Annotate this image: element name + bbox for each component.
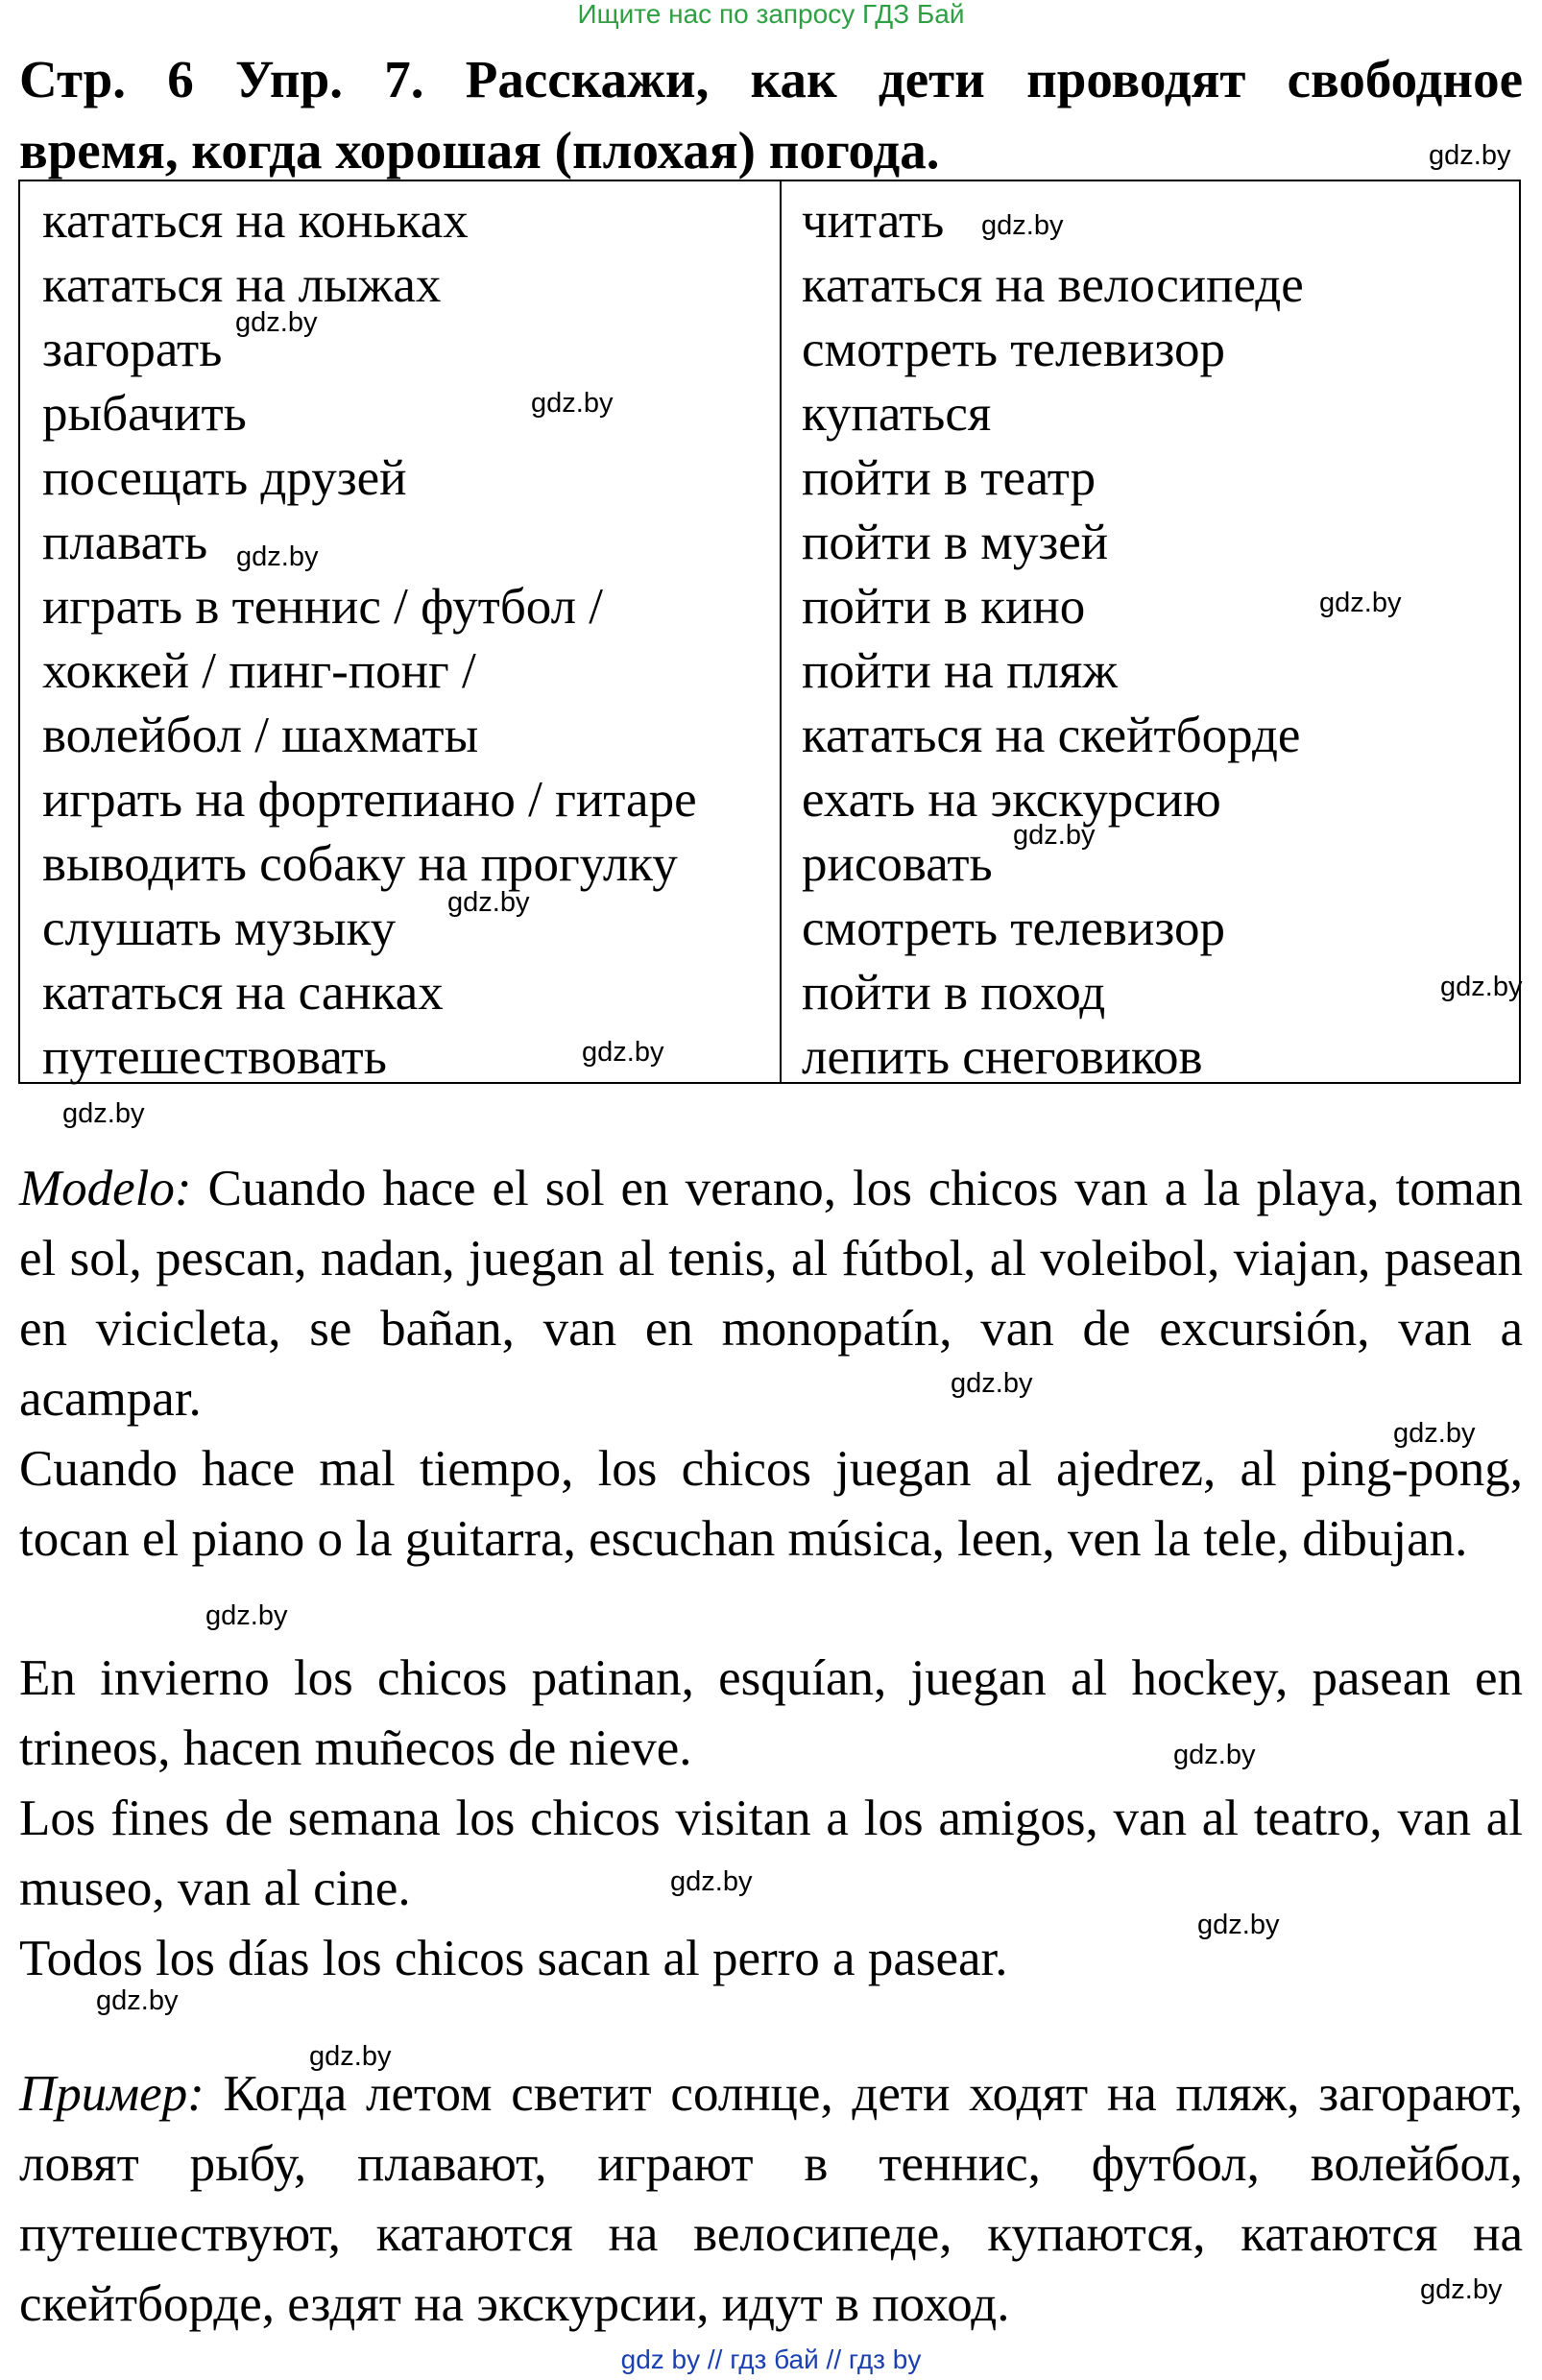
table-cell: кататься на санках — [42, 965, 444, 1021]
watermark: gdz.by — [582, 1037, 664, 1068]
watermark: gdz.by — [62, 1098, 145, 1129]
table-cell: кататься на скейтборде — [802, 708, 1301, 763]
modelo-label: Modelo: — [19, 1161, 192, 1216]
watermark: gdz.by — [1319, 588, 1402, 618]
watermark: gdz.by — [1420, 2274, 1503, 2305]
bad-weather-paragraph: Cuando hace mal tiempo, los chicos juegan al ajedrez, al ping-pong, tocan el piano o la guitarra, escuchan música, leen, ven la tele, dibujan. — [19, 1441, 1523, 1567]
table-cell: путешествовать — [42, 1029, 387, 1085]
winter-paragraph: En invierno los chicos patinan, esquían, juegan al hockey, pasean en trineos, hacen muñecos de nieve. — [19, 1650, 1523, 1776]
table-cell: слушать музыку — [42, 901, 397, 956]
table-cell: кататься на велосипеде — [802, 257, 1304, 313]
table-cell: кататься на коньках — [42, 193, 469, 249]
watermark: gdz.by — [235, 307, 318, 338]
table-cell: смотреть телевизор — [802, 901, 1225, 956]
exercise-title-line1: Стр. 6 Упр. 7. Расскажи, как дети проводят свободное — [19, 50, 1523, 108]
watermark: gdz.by — [951, 1368, 1033, 1399]
table-cell: пойти в кино — [802, 579, 1086, 635]
table-cell: рыбачить — [42, 386, 247, 442]
watermark: gdz.by — [981, 210, 1064, 241]
table-cell: загорать — [42, 322, 223, 377]
primer-paragraph — [19, 2059, 1523, 2340]
table-cell: плавать — [42, 515, 208, 570]
table-cell: пойти в театр — [802, 450, 1096, 506]
table-cell: играть на фортепиано / гитаре — [42, 772, 697, 828]
table-cell: кататься на лыжах — [42, 257, 442, 313]
weekend-paragraph: Los fines de semana los chicos visitan a los amigos, van al teatro, van al museo, van al cine. — [19, 1791, 1523, 1916]
watermark: gdz.by — [1429, 140, 1511, 171]
other-activities-column — [802, 189, 1304, 1090]
watermark: gdz.by — [1393, 1418, 1476, 1449]
table-cell: выводить собаку на прогулку — [42, 836, 678, 892]
watermark: gdz.by — [1173, 1740, 1256, 1770]
watermark: gdz.by — [670, 1866, 753, 1897]
table-cell: волейбол / шахматы — [42, 708, 479, 763]
watermark: gdz.by — [309, 2041, 392, 2072]
watermark: gdz.by — [1440, 972, 1523, 1002]
watermark: gdz.by — [96, 1985, 179, 2016]
modelo-paragraph — [19, 1154, 1523, 1434]
table-cell: купаться — [802, 386, 992, 442]
watermark: gdz.by — [531, 388, 614, 419]
primer-label: Пример: — [19, 2066, 205, 2122]
table-cell: рисовать — [802, 836, 993, 892]
table-cell: играть в теннис / футбол / — [42, 579, 604, 635]
modelo-text: Cuando hace el sol en verano, los chicos van a la playa, toman el sol, pescan, nadan, juegan al tenis, al fútbol, al voleibol, viajan, pasean en vicicleta, se bañan, van en monopatín, van de excursión, van a acampar. — [19, 1161, 1523, 1427]
table-cell: читать — [802, 193, 945, 249]
table-cell: пойти в поход — [802, 965, 1106, 1021]
daily-paragraph: Todos los días los chicos sacan al perro a pasear. — [19, 1931, 1008, 1986]
exercise-title-line2: время, когда хорошая (плохая) погода. — [19, 121, 940, 180]
watermark: gdz.by — [236, 541, 319, 572]
good-weather-column — [42, 189, 697, 1090]
table-cell: хоккей / пинг-понг / — [42, 643, 476, 699]
table-cell: ехать на экскурсию — [802, 772, 1221, 828]
table-cell: пойти на пляж — [802, 643, 1118, 699]
table-cell: пойти в музей — [802, 515, 1109, 570]
watermark: gdz.by — [1197, 1910, 1280, 1940]
watermark: gdz.by — [1013, 820, 1096, 851]
footer-links[interactable]: gdz by // гдз бай // гдз by — [620, 2344, 922, 2374]
table-cell: смотреть телевизор — [802, 322, 1225, 377]
watermark: gdz.by — [205, 1600, 288, 1631]
search-banner[interactable]: Ищите нас по запросу ГДЗ Бай — [577, 0, 965, 29]
primer-text: Когда летом светит солнце, дети ходят на пляж, загорают, ловят рыбу, плавают, играют в теннис, футбол, волейбол, путешествуют, катаются на велосипеде, купаются, катаются на скейтборде, ездят на экскурсии, идут в поход. — [19, 2066, 1523, 2332]
watermark: gdz.by — [447, 887, 530, 918]
table-divider — [780, 181, 782, 1082]
table-cell: лепить снеговиков — [802, 1029, 1203, 1085]
table-cell: посещать друзей — [42, 450, 407, 506]
